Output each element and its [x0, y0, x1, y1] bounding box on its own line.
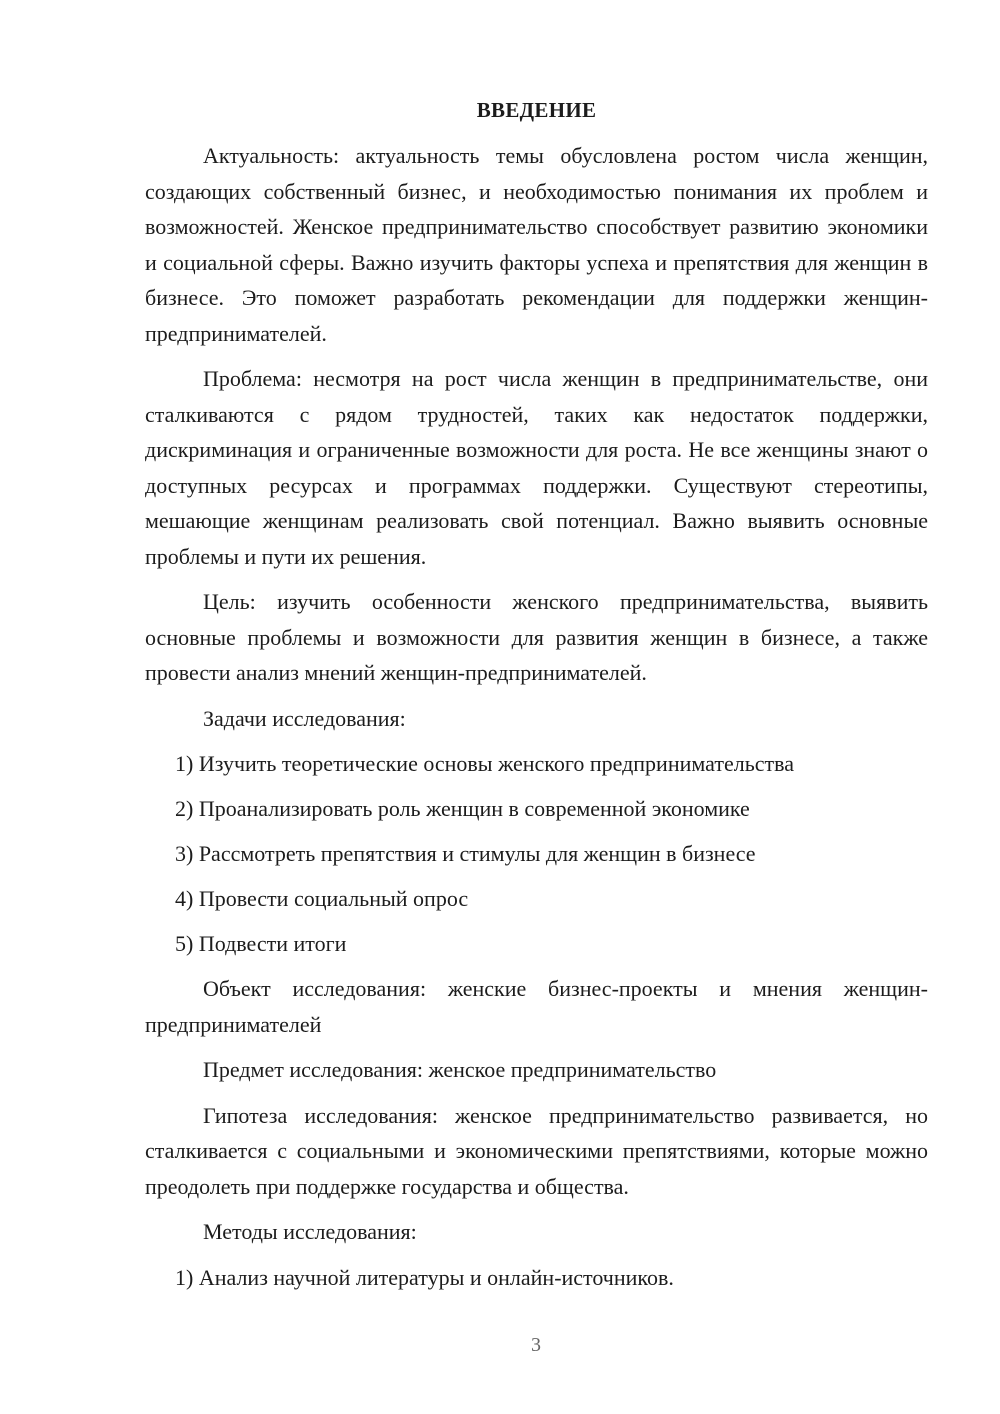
tasks-heading: Задачи исследования:	[203, 705, 406, 731]
page-number: 3	[531, 1334, 541, 1356]
paragraph-subject: Предмет исследования: женское предпринимательство	[203, 1057, 717, 1082]
document-page	[145, 92, 928, 1305]
paragraph-goal: Цель: изучить особенности женского предпринимательства, выявить основные проблемы и возможности для развития женщин в бизнесе, а также провести анализ мнений женщин-предпринимателей.	[145, 589, 928, 685]
paragraph-problem: Проблема: несмотря на рост числа женщин в предпринимательстве, они сталкиваются с рядом трудностей, таких как недостаток поддержки, дискриминация и ограниченные возможности для роста. Не все женщины знают о доступных ресурсах и программах поддержки. Существуют стереотипы, мешающие женщинам реализовать свой потенциал. Важно выявить основные проблемы и пути их решения.	[145, 366, 928, 569]
paragraph-relevance: Актуальность: актуальность темы обусловлена ростом числа женщин, создающих собственный бизнес, и необходимостью понимания их проблем и возможностей. Женское предпринимательство способствует развитию экономики и социальной сферы. Важно изучить факторы успеха и препятствия для женщин в бизнесе. Это поможет разработать рекомендации для поддержки женщин-предпринимателей.	[145, 143, 928, 346]
list-item: 1) Изучить теоретические основы женского предпринимательства	[175, 751, 794, 776]
list-item: 5) Подвести итоги	[175, 931, 347, 956]
list-item: 3) Рассмотреть препятствия и стимулы для женщин в бизнесе	[175, 841, 756, 866]
paragraph-object: Объект исследования: женские бизнес-проекты и мнения женщин-предпринимателей	[145, 976, 928, 1037]
methods-list	[145, 1260, 928, 1296]
list-item: 4) Провести социальный опрос	[175, 886, 469, 911]
list-item: 2) Проанализировать роль женщин в современной экономике	[175, 796, 750, 821]
list-item: 1) Анализ научной литературы и онлайн-источников.	[175, 1264, 674, 1290]
methods-heading: Методы исследования:	[203, 1219, 417, 1244]
paragraph-hypothesis: Гипотеза исследования: женское предпринимательство развивается, но сталкивается с социальными и экономическими препятствиями, которые можно преодолеть при поддержке государства и общества.	[145, 1102, 928, 1199]
page-title: ВВЕДЕНИЕ	[476, 98, 597, 122]
tasks-list	[145, 746, 928, 962]
